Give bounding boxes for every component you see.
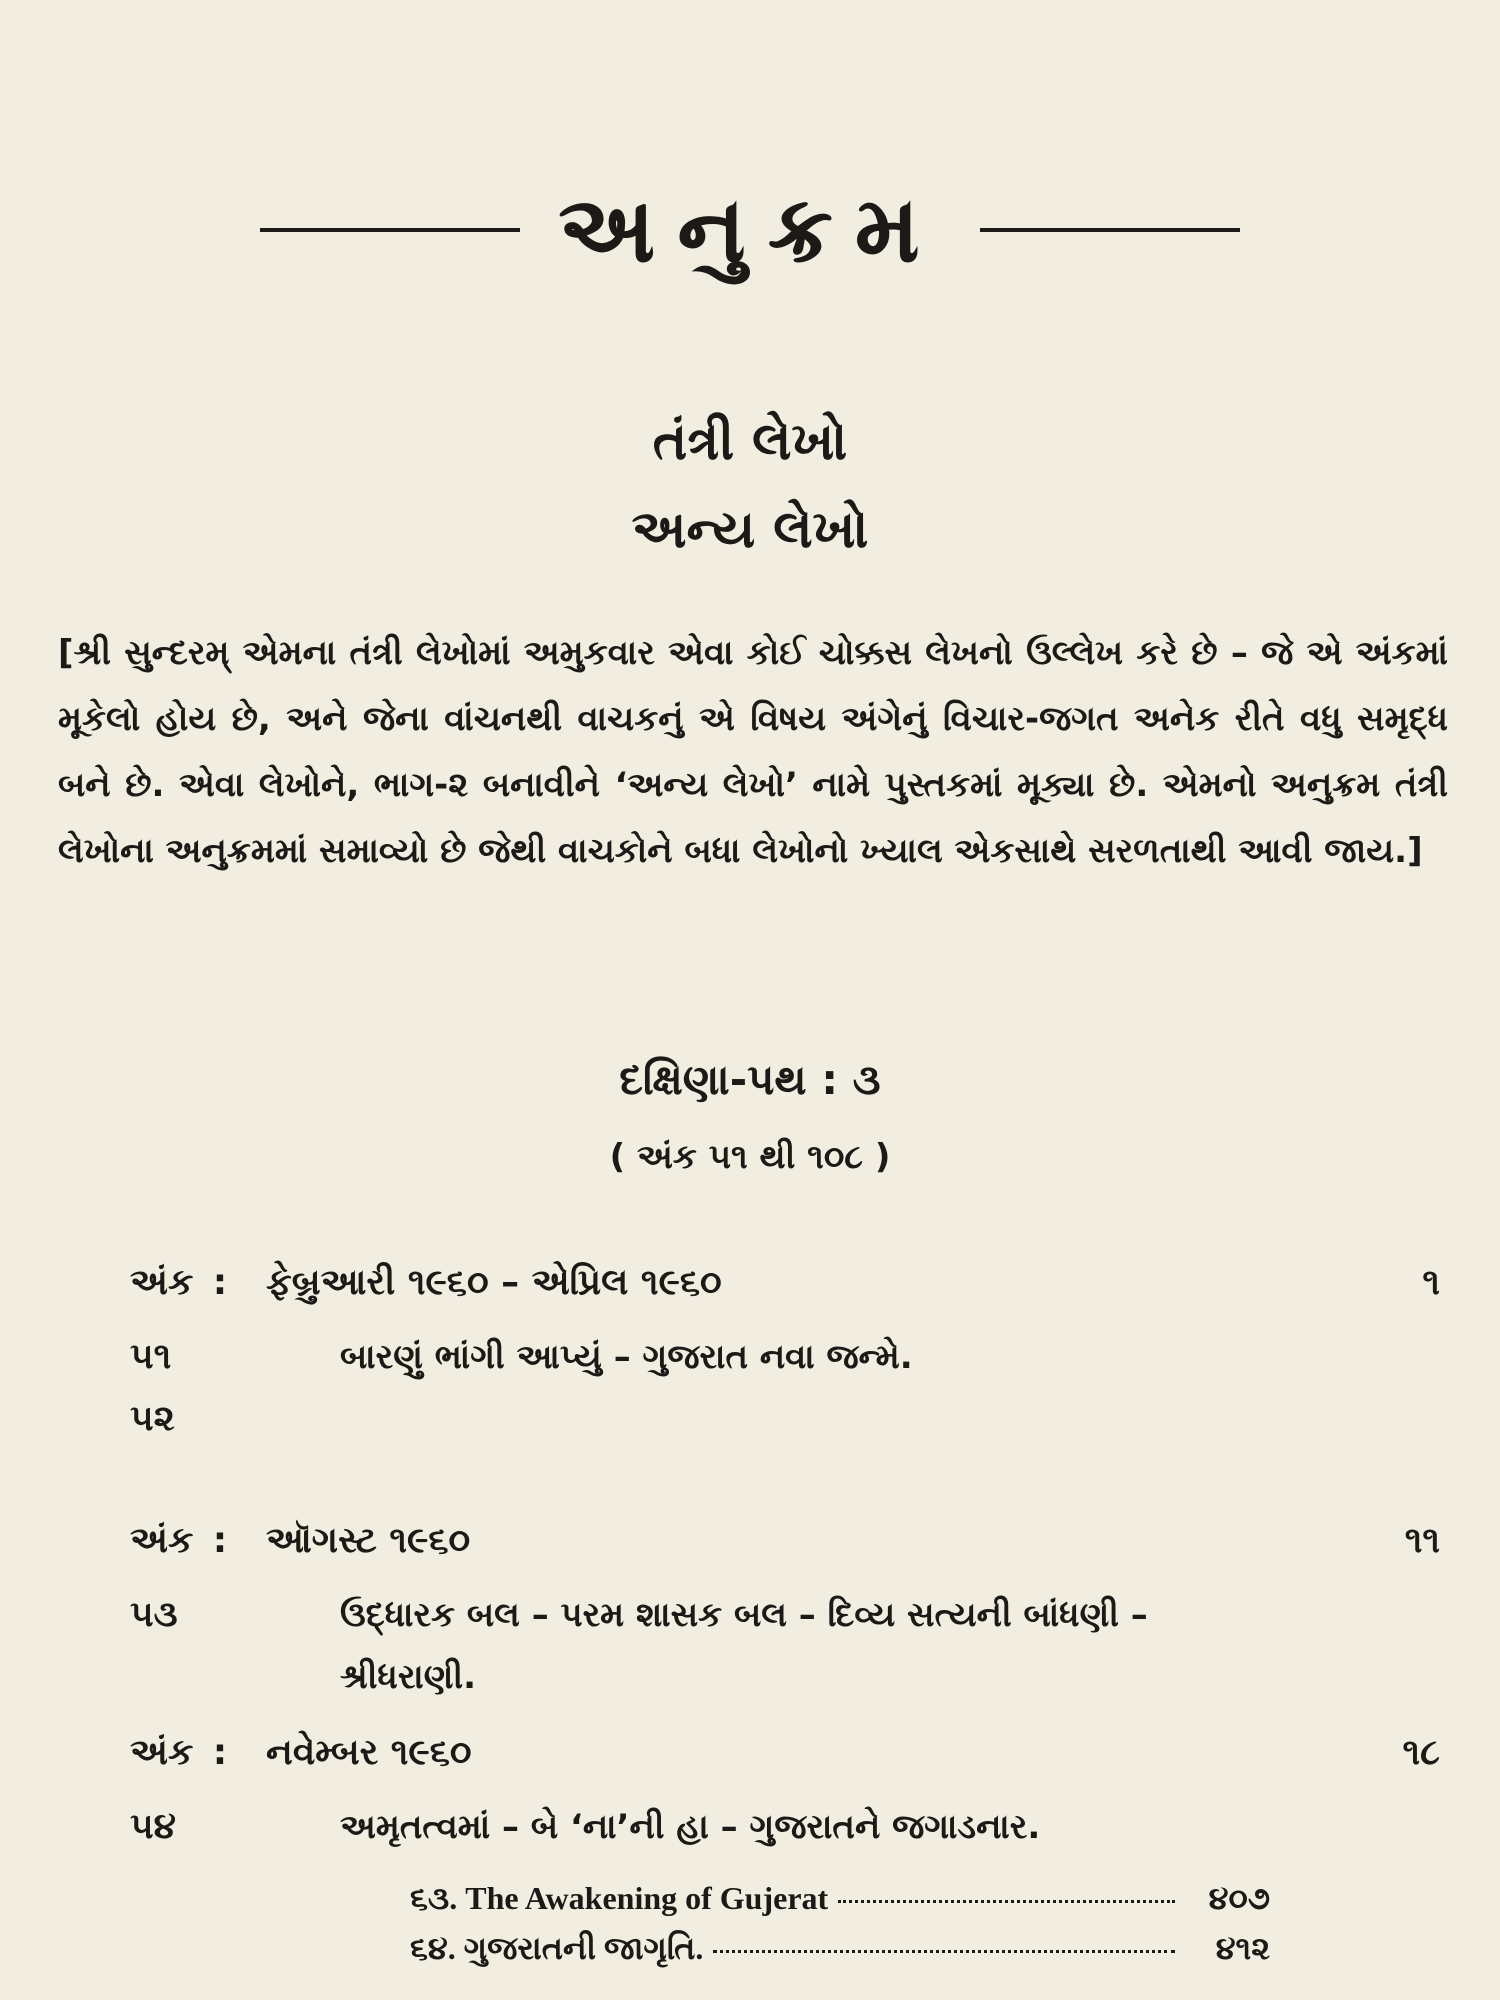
toc-row: [410, 1930, 1270, 1980]
issue-number: ૫૩: [130, 1594, 178, 1635]
section-subtitle: ( અંક ૫૧ થી ૧૦૮ ): [609, 1137, 891, 1177]
issue-entry-text: બારણું ભાંગી આપ્યું – ગુજરાત નવા જન્મે.: [340, 1337, 913, 1377]
issue-block: [130, 1262, 1440, 1450]
issue-colon: :: [212, 1520, 228, 1561]
title-rule-right: [980, 228, 1240, 232]
issue-entry: [130, 1796, 1440, 1858]
issue-header: [130, 1262, 1440, 1326]
issue-number: ૫૪: [130, 1806, 176, 1847]
issue-number: ૫૧: [130, 1336, 172, 1377]
issue-date: નવેમ્બર ૧૯૬૦: [266, 1732, 472, 1773]
issue-entry: [130, 1326, 1440, 1388]
issue-label: અંક: [130, 1732, 194, 1773]
title-row: [250, 170, 1250, 290]
issue-entry: [130, 1584, 1440, 1708]
toc-leader-dots: [713, 1950, 1175, 1953]
toc-page-number: ૪૧૨: [1215, 1930, 1270, 1966]
issue-block: [130, 1520, 1440, 1708]
toc-row: [410, 1880, 1270, 1930]
issue-date: ફેબ્રુઆરી ૧૯૬૦ – એપ્રિલ ૧૯૬૦: [266, 1262, 722, 1303]
issue-entry-text: અમૃતત્વમાં – બે ‘ના’ની હા – ગુજરાતને જગાડનાર.: [340, 1807, 1041, 1847]
issue-date: ઑગસ્ટ ૧૯૬૦: [266, 1520, 471, 1561]
toc-page-number: ૪૦૭: [1208, 1880, 1270, 1916]
heading-other-articles: અન્ય લેખો: [631, 500, 869, 560]
issue-page-number: ૧૮: [1402, 1732, 1440, 1773]
page-title: અનુક્રમ: [558, 175, 942, 283]
issue-header: [130, 1520, 1440, 1584]
section-title: દક્ષિણા-પથ : ૩: [619, 1055, 881, 1104]
intro-paragraph: [શ્રી સુન્દરમ્ એમના તંત્રી લેખોમાં અમુકવાર એવા કોઈ ચોક્કસ લેખનો ઉલ્લેખ કરે છે – જે એ અંકમાં મૂકેલો હોય છે, અને જેના વાંચનથી વાચકનું એ વિષય અંગેનું વિચાર-જગત અનેક રીતે વધુ સમૃદ્ધ બને છે. એવા લેખોને, ભાગ-૨ બનાવીને ‘અન્ય લેખો’ નામે પુસ્તકમાં મૂક્યા છે. એમનો અનુક્રમ તંત્રી લેખોના અનુક્રમમાં સમાવ્યો છે જેથી વાચકોને બધા લેખોનો ખ્યાલ એકસાથે સરળતાથી આવી જાય.]: [58, 633, 1448, 871]
toc-title: ૬૩. The Awakening of Gujerat: [410, 1880, 829, 1916]
other-articles-list: [410, 1880, 1270, 1980]
issue-number: ૫૨: [130, 1398, 175, 1439]
toc-leader-dots: [838, 1900, 1175, 1903]
issue-page-number: ૧૧: [1404, 1520, 1440, 1561]
issue-label: અંક: [130, 1520, 194, 1561]
issue-header: [130, 1732, 1440, 1796]
issue-colon: :: [212, 1262, 228, 1303]
issue-label: અંક: [130, 1262, 194, 1303]
issue-colon: :: [212, 1732, 228, 1773]
heading-editorials: તંત્રી લેખો: [652, 412, 848, 472]
toc-title: ૬૪. ગુજરાતની જાગૃતિ.: [410, 1930, 704, 1966]
title-rule-left: [260, 228, 520, 232]
issue-entry-text: ઉદ્ધારક બલ – પરમ શાસક બલ – દિવ્ય સત્યની બાંધણી – શ્રીધરાણી.: [340, 1595, 1148, 1697]
issue-block: [130, 1732, 1440, 1858]
issue-page-number: ૧: [1422, 1262, 1440, 1303]
